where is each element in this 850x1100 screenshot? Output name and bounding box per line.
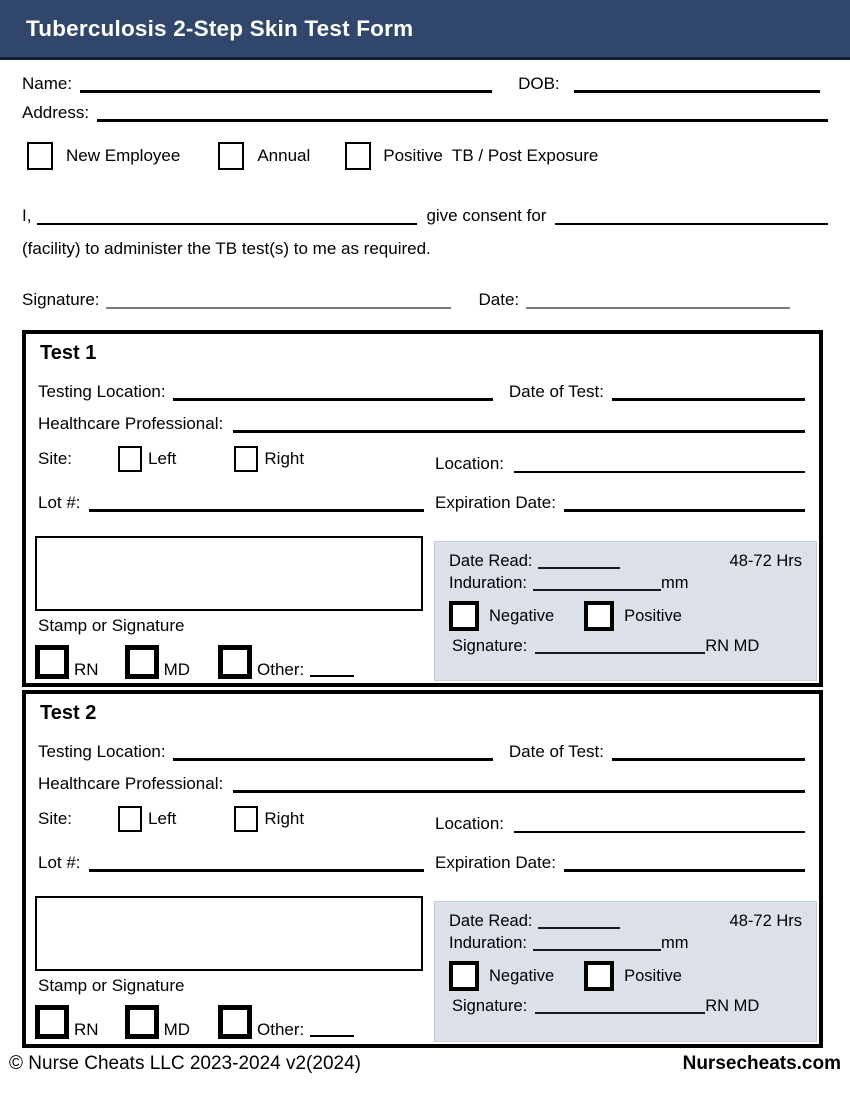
md-label: MD — [163, 660, 191, 680]
healthcare-professional-label: Healthcare Professional: — [38, 414, 224, 434]
test2-title: Test 2 — [40, 702, 97, 724]
checkbox-positive[interactable] — [584, 601, 614, 631]
induration-label: Induration: — [449, 934, 527, 953]
date-of-test-line[interactable] — [612, 756, 805, 761]
location-label: Location: — [435, 814, 504, 834]
role-row — [35, 1004, 354, 1040]
site-right-label: Right — [264, 448, 305, 468]
name-dob-row — [22, 71, 820, 94]
panel-signature-label: Signature: — [452, 637, 528, 656]
date-field-line[interactable] — [526, 305, 790, 309]
result-panel — [434, 541, 817, 681]
date-of-test-line[interactable] — [612, 396, 805, 401]
stamp-box[interactable] — [35, 536, 423, 611]
checkbox-rn[interactable] — [35, 1005, 69, 1039]
checkbox-other[interactable] — [218, 645, 252, 679]
location-line[interactable] — [514, 829, 805, 833]
checkbox-rn[interactable] — [35, 645, 69, 679]
other-line[interactable] — [310, 673, 354, 677]
site-left-label: Left — [148, 448, 177, 468]
testing-location-label: Testing Location: — [38, 382, 166, 402]
date-read-line[interactable] — [538, 565, 620, 569]
mm-label: mm — [660, 574, 689, 593]
annual-label: Annual — [257, 145, 311, 165]
expiration-line[interactable] — [564, 867, 805, 872]
checkbox-positive[interactable] — [584, 961, 614, 991]
consent-name-line[interactable] — [37, 221, 417, 225]
date-read-label: Date Read: — [449, 912, 533, 930]
other-label: Other: — [257, 1020, 305, 1040]
lot-line[interactable] — [89, 507, 424, 512]
expiration-row — [435, 491, 805, 513]
site-label: Site: — [38, 808, 73, 828]
checkbox-negative[interactable] — [449, 601, 479, 631]
consent-give-label: give consent for — [426, 206, 547, 226]
checkbox-negative[interactable] — [449, 961, 479, 991]
positive-label: Positive — [624, 607, 682, 626]
footer — [9, 1053, 841, 1075]
stamp-or-signature-label: Stamp or Signature — [38, 616, 185, 635]
healthcare-professional-label: Healthcare Professional: — [38, 774, 224, 794]
role-row — [35, 644, 354, 680]
induration-line[interactable] — [533, 587, 661, 591]
checkbox-site-right[interactable] — [234, 446, 258, 472]
testing-location-row — [38, 380, 805, 402]
stamp-or-signature-label: Stamp or Signature — [38, 976, 185, 995]
stamp-box[interactable] — [35, 896, 423, 971]
date-of-test-label: Date of Test: — [508, 742, 604, 762]
rn-md-label: RN MD — [705, 637, 760, 656]
site-label: Site: — [38, 448, 73, 468]
site-right-label: Right — [264, 808, 305, 828]
lot-row — [38, 851, 424, 873]
dob-label: DOB: — [518, 74, 560, 94]
other-line[interactable] — [310, 1033, 354, 1037]
date-read-row — [449, 912, 802, 930]
consent-row — [22, 203, 828, 226]
negative-label: Negative — [489, 967, 555, 986]
panel-signature-line[interactable] — [535, 1010, 705, 1014]
date-read-label: Date Read: — [449, 552, 533, 570]
healthcare-professional-row — [38, 772, 805, 794]
footer-copyright: © Nurse Cheats LLC 2023-2024 v2(2024) — [9, 1053, 361, 1074]
healthcare-professional-row — [38, 412, 805, 434]
name-label: Name: — [22, 74, 73, 94]
checkbox-site-left[interactable] — [118, 446, 142, 472]
consent-body-text: (facility) to administer the TB test(s) to me as required. — [22, 239, 431, 258]
consent-i-label: I, — [22, 206, 32, 226]
negative-label: Negative — [489, 607, 555, 626]
address-field-line[interactable] — [97, 117, 828, 122]
healthcare-professional-line[interactable] — [233, 428, 805, 433]
checkbox-site-left[interactable] — [118, 806, 142, 832]
result-panel — [434, 901, 817, 1042]
location-row — [435, 452, 805, 474]
testing-location-label: Testing Location: — [38, 742, 166, 762]
address-label: Address: — [22, 103, 90, 123]
signature-date-row — [22, 287, 790, 310]
test-type-row — [27, 141, 598, 171]
site-left-label: Left — [148, 808, 177, 828]
lot-label: Lot #: — [38, 853, 81, 873]
mm-label: mm — [660, 934, 689, 953]
date-label: Date: — [478, 290, 520, 310]
rn-label: RN — [74, 1020, 99, 1040]
healthcare-professional-line[interactable] — [233, 788, 805, 793]
signature-label: Signature: — [22, 290, 100, 310]
site-row — [38, 444, 304, 474]
other-label: Other: — [257, 660, 305, 680]
induration-row — [449, 574, 802, 592]
form-title: Tuberculosis 2-Step Skin Test Form — [26, 15, 414, 41]
checkbox-new-employee[interactable] — [27, 142, 53, 170]
lot-row — [38, 491, 424, 513]
test1-title: Test 1 — [40, 342, 97, 364]
rn-md-label: RN MD — [705, 997, 760, 1016]
footer-website: Nursecheats.com — [682, 1053, 841, 1074]
lot-line[interactable] — [89, 867, 424, 872]
md-label: MD — [163, 1020, 191, 1040]
expiration-row — [435, 851, 805, 873]
consent-facility-line[interactable] — [555, 221, 828, 225]
date-read-line[interactable] — [538, 925, 620, 929]
location-row — [435, 812, 805, 834]
induration-line[interactable] — [533, 947, 661, 951]
panel-signature-row — [449, 997, 802, 1015]
result-checkbox-row — [449, 601, 802, 631]
expiration-label: Expiration Date: — [435, 853, 556, 873]
signature-field-line[interactable] — [106, 305, 451, 309]
testing-location-line[interactable] — [173, 756, 493, 761]
expiration-line[interactable] — [564, 507, 805, 512]
read-window-label: 48-72 Hrs — [729, 912, 802, 930]
panel-signature-line[interactable] — [535, 650, 705, 654]
checkbox-md[interactable] — [125, 645, 159, 679]
checkbox-annual[interactable] — [218, 142, 244, 170]
positive-label: Positive — [624, 967, 682, 986]
dob-field-line[interactable] — [574, 88, 820, 93]
induration-row — [449, 934, 802, 952]
panel-signature-row — [449, 637, 802, 655]
test2-section — [22, 690, 823, 1048]
result-checkbox-row — [449, 961, 802, 991]
testing-location-line[interactable] — [173, 396, 493, 401]
address-row — [22, 100, 828, 123]
header-bar — [0, 0, 850, 60]
panel-signature-label: Signature: — [452, 997, 528, 1016]
checkbox-md[interactable] — [125, 1005, 159, 1039]
checkbox-other[interactable] — [218, 1005, 252, 1039]
read-window-label: 48-72 Hrs — [729, 552, 802, 570]
name-field-line[interactable] — [80, 88, 492, 93]
rn-label: RN — [74, 660, 99, 680]
date-of-test-label: Date of Test: — [508, 382, 604, 402]
lot-label: Lot #: — [38, 493, 81, 513]
expiration-label: Expiration Date: — [435, 493, 556, 513]
location-line[interactable] — [514, 469, 805, 473]
date-read-row — [449, 552, 802, 570]
testing-location-row — [38, 740, 805, 762]
positive-tb-label: Positive TB / Post Exposure — [383, 145, 599, 165]
checkbox-positive-tb[interactable] — [345, 142, 371, 170]
location-label: Location: — [435, 454, 504, 474]
test1-section — [22, 330, 823, 687]
induration-label: Induration: — [449, 574, 527, 593]
checkbox-site-right[interactable] — [234, 806, 258, 832]
new-employee-label: New Employee — [66, 145, 181, 165]
site-row — [38, 804, 304, 834]
